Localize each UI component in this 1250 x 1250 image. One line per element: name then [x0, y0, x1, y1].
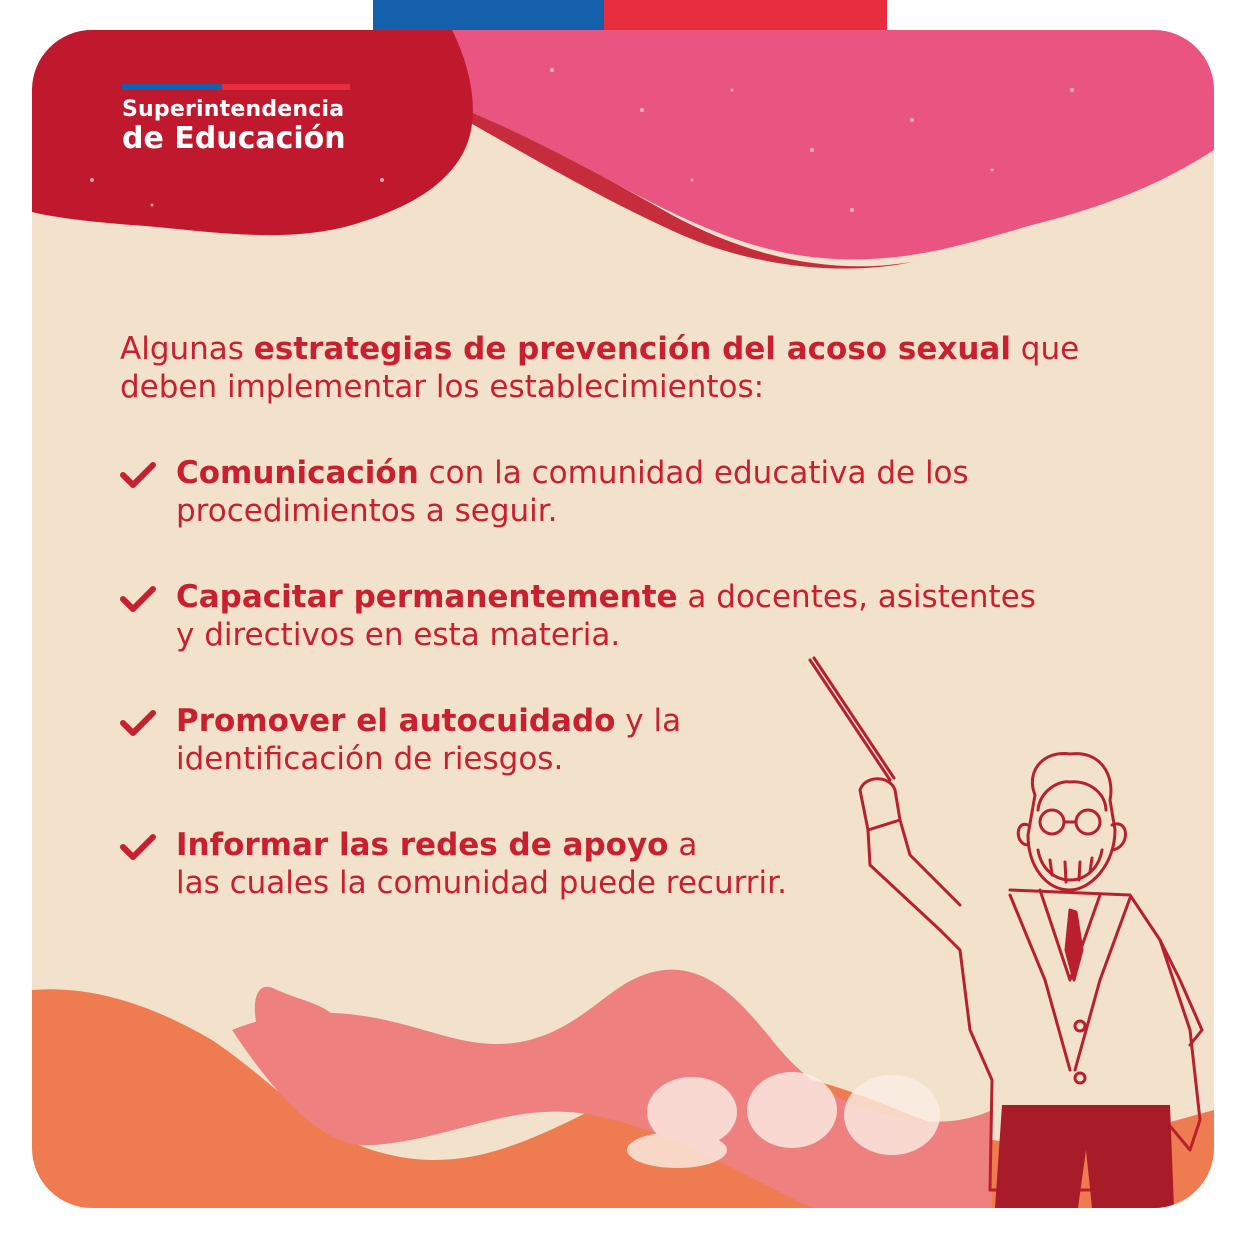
teacher-with-pointer-icon — [770, 650, 1214, 1208]
intro-highlight: estrategias de prevención del acoso sexual — [253, 331, 1011, 367]
intro-text — [120, 330, 1140, 406]
item-rest: y la — [615, 703, 682, 739]
list-item — [120, 454, 1080, 530]
flag-red-segment — [604, 0, 887, 30]
item-line-2: identificación de riesgos. — [176, 741, 564, 777]
check-icon — [120, 584, 156, 614]
intro-line-2: deben implementar los establecimientos: — [120, 369, 765, 405]
item-line-2: procedimientos a seguir. — [176, 493, 558, 529]
flag-color-bar — [373, 0, 887, 30]
brand-line-2: de Educación — [122, 121, 346, 156]
list-item — [120, 578, 1080, 654]
logo-flag-stripe — [122, 84, 350, 90]
flag-blue-segment — [373, 0, 604, 30]
item-strong: Promover el autocuidado — [176, 703, 616, 739]
item-line-2: y directivos en esta materia. — [176, 617, 621, 653]
intro-lead: Algunas — [120, 331, 254, 367]
item-strong: Informar las redes de apoyo — [176, 827, 669, 863]
item-rest: a docentes, asistentes — [677, 579, 1036, 615]
item-strong: Capacitar permanentemente — [176, 579, 678, 615]
infographic-card — [32, 30, 1214, 1208]
intro-tail: que — [1010, 331, 1080, 367]
item-rest: con la comunidad educativa de los — [418, 455, 969, 491]
brand-logo — [122, 84, 350, 156]
check-icon — [120, 832, 156, 862]
check-icon — [120, 460, 156, 490]
item-line-2: las cuales la comunidad puede recurrir. — [176, 865, 787, 901]
check-icon — [120, 708, 156, 738]
brand-line-1: Superintendencia — [122, 97, 345, 122]
item-rest: a — [668, 827, 698, 863]
item-strong: Comunicación — [176, 455, 419, 491]
